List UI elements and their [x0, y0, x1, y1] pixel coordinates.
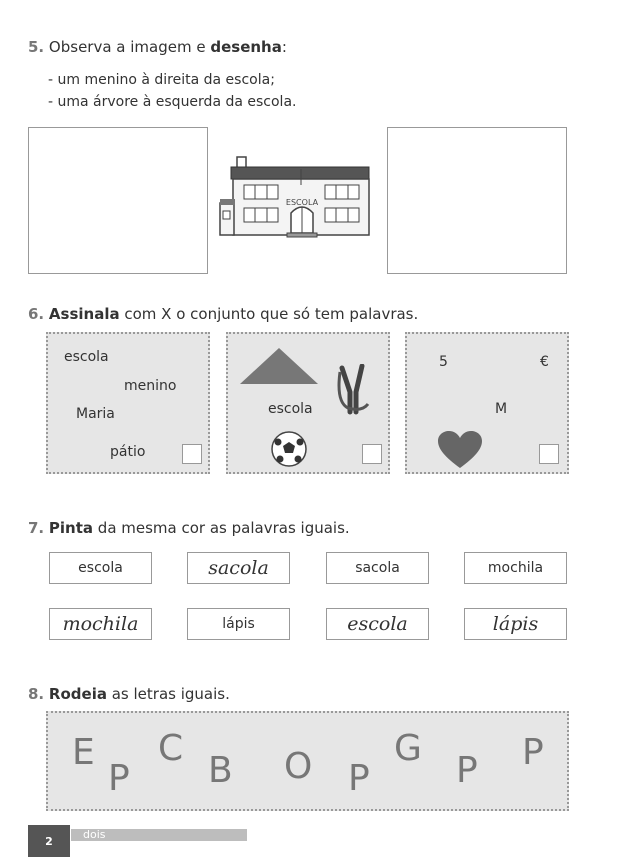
- letter[interactable]: E: [72, 732, 95, 773]
- letter[interactable]: P: [456, 750, 478, 791]
- word-box[interactable]: mochila: [464, 552, 567, 584]
- footer-bar: [71, 829, 247, 841]
- set3-checkbox[interactable]: [539, 444, 559, 464]
- draw-box-left[interactable]: [28, 127, 208, 274]
- word-box-cursive[interactable]: mochila: [49, 608, 152, 640]
- letter[interactable]: P: [348, 758, 370, 799]
- q8-bold: Rodeia: [48, 685, 107, 703]
- set3-m: M: [495, 401, 508, 417]
- q6-title: 6. Assinala com X o conjunto que só tem palavras.: [28, 305, 419, 323]
- q7-bold: Pinta: [48, 519, 94, 537]
- set2-checkbox[interactable]: [362, 444, 382, 464]
- set1-word: Maria: [76, 406, 115, 422]
- school-sign: ESCOLA: [285, 198, 319, 207]
- set-panel-1: [46, 332, 210, 474]
- soccer-ball-icon: [270, 430, 308, 468]
- set-panel-2: [226, 332, 390, 474]
- set3-five: 5: [439, 354, 448, 370]
- letters-panel: [46, 711, 569, 811]
- set1-word: escola: [64, 349, 109, 365]
- set-panel-3: [405, 332, 569, 474]
- heart-icon: [437, 430, 483, 470]
- set2-word: escola: [268, 401, 313, 417]
- triangle-shape: [238, 346, 320, 386]
- letter[interactable]: B: [208, 750, 233, 791]
- word-box[interactable]: sacola: [326, 552, 429, 584]
- word-box-cursive[interactable]: escola: [326, 608, 429, 640]
- q7-number: 7.: [28, 519, 45, 537]
- word-box-cursive[interactable]: sacola: [187, 552, 290, 584]
- q8-number: 8.: [28, 685, 45, 703]
- q7-title: 7. Pinta da mesma cor as palavras iguais.: [28, 519, 350, 537]
- slingshot-icon: [332, 364, 378, 416]
- letter[interactable]: C: [158, 728, 184, 769]
- letter[interactable]: P: [108, 758, 130, 799]
- letter[interactable]: P: [522, 732, 544, 773]
- school-illustration: [217, 155, 375, 240]
- q5-bold: desenha: [210, 38, 282, 56]
- letter[interactable]: G: [394, 728, 422, 769]
- q6-number: 6.: [28, 305, 45, 323]
- q5-item-2: - uma árvore à esquerda da escola.: [48, 94, 297, 110]
- page-word: dois: [83, 828, 106, 841]
- draw-box-right[interactable]: [387, 127, 567, 274]
- set3-euro: €: [540, 354, 549, 370]
- set1-word: menino: [124, 378, 177, 394]
- word-box-cursive[interactable]: lápis: [464, 608, 567, 640]
- q5-number: 5.: [28, 38, 45, 56]
- letter[interactable]: O: [284, 746, 313, 787]
- q5-text: Observa a imagem e: [48, 38, 211, 56]
- q5-item-1: - um menino à direita da escola;: [48, 72, 275, 88]
- set1-checkbox[interactable]: [182, 444, 202, 464]
- page-number: 2: [28, 825, 70, 857]
- q6-bold: Assinala: [48, 305, 120, 323]
- word-box[interactable]: lápis: [187, 608, 290, 640]
- word-box[interactable]: escola: [49, 552, 152, 584]
- set1-word: pátio: [110, 444, 146, 460]
- q5-title: 5. Observa a imagem e desenha:: [28, 38, 287, 56]
- q8-title: 8. Rodeia as letras iguais.: [28, 685, 230, 703]
